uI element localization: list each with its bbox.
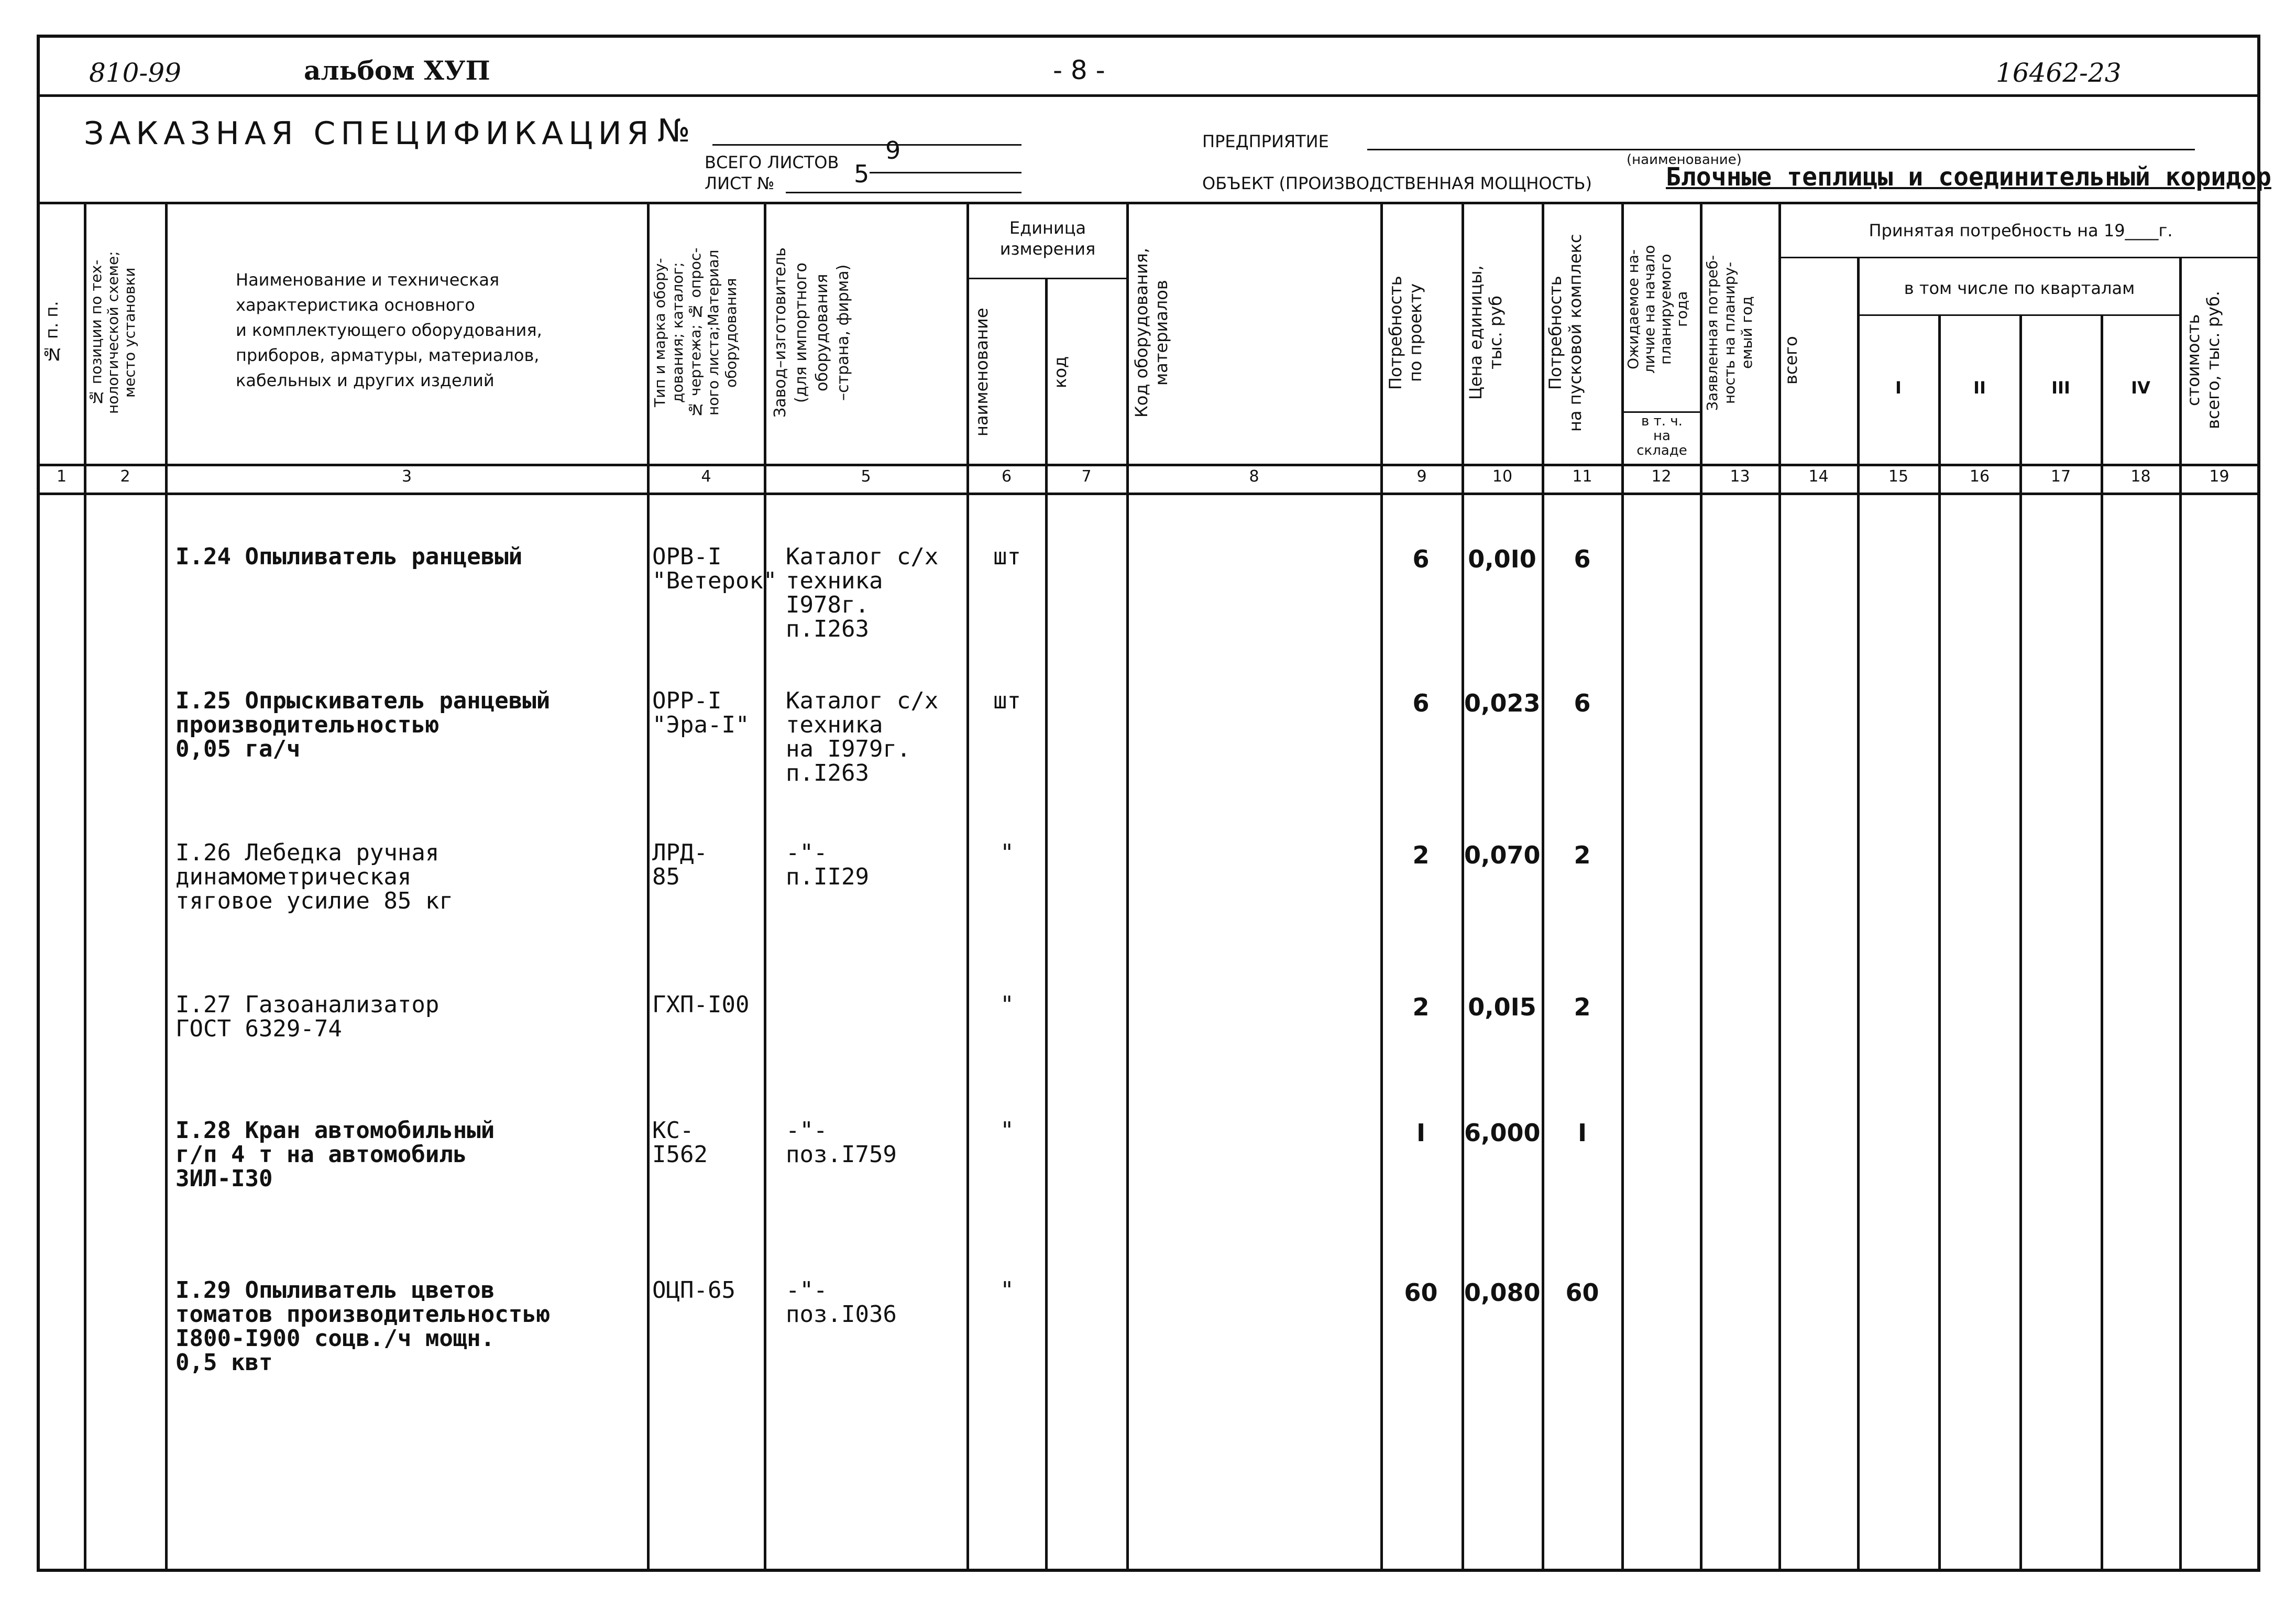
item-name: I.28 Кран автомобильный г/п 4 т на автомобиль ЗИЛ-I30 [175,1117,495,1192]
total-sheets-value: 9 [885,136,901,165]
item-name: I.24 Опыливатель ранцевый [175,543,523,570]
item-type: КС- I562 [652,1117,708,1168]
col-number: 9 [1416,467,1427,486]
col-number: 12 [1651,467,1672,486]
spec-number-label: № [657,113,690,149]
col-number: 2 [120,467,130,486]
item-type: ОЦП-65 [652,1277,735,1304]
col-header-3: Наименование и техническая характеристика основного и комплектующего оборудования, приборов, арматуры, материалов, кабельных и других изделий [236,270,542,390]
col-header-19: стоимость всего, тыс. руб. [2183,291,2223,430]
quarter-2-header: II [1973,378,1986,398]
stock-subline [1623,411,1700,413]
quarters-subline [1857,314,2179,316]
col-number: 6 [1001,467,1012,486]
col-line [764,202,766,1570]
col-number: 1 [56,467,67,486]
quarters-header: в том числе по кварталам [1904,278,2135,298]
col-header-9: Потребность по проекту [1386,276,1425,390]
item-start-need: I [1577,1119,1587,1147]
item-price: 0,070 [1464,841,1541,869]
album-label: альбом ХУП [304,55,490,86]
quarter-3-header: III [2051,378,2070,398]
col-header-8: Код оборудования, материалов [1131,247,1171,418]
col-header-12: Ожидаемое на- личие на начало планируемого года [1624,245,1690,374]
item-need: I [1416,1119,1426,1147]
item-price: 0,0I0 [1468,545,1536,573]
item-unit: " [1000,839,1014,866]
item-need: 6 [1412,545,1430,573]
page-title: ЗАКАЗНАЯ СПЕЦИФИКАЦИЯ [84,115,654,152]
col-line [165,202,168,1570]
col-number: 17 [2050,467,2071,486]
col-header-7: код [1050,356,1070,388]
col-header-5: Завод–изготовитель (для импортного оборудования –страна, фирма) [771,247,852,418]
total-sheets-label: ВСЕГО ЛИСТОВ [705,152,839,172]
item-start-need: 60 [1565,1278,1599,1307]
col-number: 7 [1081,467,1092,486]
spec-number-line [712,113,1021,146]
doc-code-left: 810-99 [89,58,181,88]
enterprise-line [1367,126,2195,150]
col-line [1380,202,1383,1570]
col-line [966,202,969,1570]
item-maker: Каталог с/х техника на I979г. п.I263 [786,687,939,786]
col-number: 10 [1492,467,1513,486]
col-header-14: всего [1781,336,1801,385]
accepted-need-header: Принятая потребность на 19____г. [1869,221,2173,240]
colnum-bottom [37,493,2260,495]
col-header-10: Цена единицы, тыс. руб [1466,265,1506,400]
col-line [1938,314,1941,1570]
col-line [1542,202,1544,1570]
enterprise-label: ПРЕДПРИЯТИЕ [1202,132,1329,151]
divider-top [37,94,2260,97]
col-number: 14 [1808,467,1829,486]
sheet-line [786,162,1021,193]
item-type: ГХП-I00 [652,991,750,1018]
item-unit: шт [993,543,1021,570]
item-price: 0,0I5 [1468,993,1536,1021]
item-name: I.27 Газоанализатор ГОСТ 6329-74 [175,991,440,1042]
unit-subline [966,278,1126,279]
item-type: ОРВ-I "Ветерок" [652,543,777,594]
sheet-value: 5 [854,160,870,188]
item-name: I.25 Опрыскиватель ранцевый производительностью 0,05 га/ч [175,687,551,762]
item-start-need: 2 [1574,841,1591,869]
item-start-need: 6 [1574,689,1591,717]
col-line [2019,314,2022,1570]
item-maker: Каталог с/х техника I978г. п.I263 [786,543,939,642]
item-unit: " [1000,1277,1014,1304]
quarter-1-header: I [1895,378,1902,398]
quarter-4-header: IV [2131,378,2150,398]
item-maker: -"- поз.I759 [786,1117,897,1168]
item-name: I.26 Лебедка ручная динамометрическая тяговое усилие 85 кг [175,839,453,914]
col-line [647,202,650,1570]
col-line [1857,257,1860,1570]
page-number: - 8 - [1053,55,1105,85]
col-header-12-stock: в т. ч. на складе [1636,413,1687,458]
object-value: Блочные теплицы и соединительный коридор [1666,162,2271,192]
col-line [2101,314,2103,1570]
col-number: 19 [2209,467,2229,486]
col-header-6: наименование [972,308,992,436]
col-number: 5 [861,467,871,486]
item-unit: шт [993,687,1021,714]
item-need: 2 [1412,993,1430,1021]
col-number: 15 [1888,467,1909,486]
col-line [1126,202,1129,1570]
col-line [1700,202,1702,1570]
item-maker: -"- поз.I036 [786,1277,897,1328]
col-number: 13 [1730,467,1750,486]
item-unit: " [1000,991,1014,1018]
col-number: 16 [1969,467,1990,486]
col-line [2179,257,2182,1570]
col-header-13: Заявленная потреб- ность на планиру- емый год [1704,255,1755,411]
col-number: 18 [2130,467,2151,486]
col-line [1462,202,1464,1570]
accepted-subline [1778,257,2260,258]
sheet-label: ЛИСТ № [705,173,775,193]
col-line [84,202,86,1570]
doc-code-right: 16462-23 [1996,58,2122,88]
item-price: 6,000 [1464,1119,1541,1147]
object-label: ОБЪЕКТ (ПРОИЗВОДСТВЕННАЯ МОЩНОСТЬ) [1202,173,1592,193]
item-need: 2 [1412,841,1430,869]
item-need: 6 [1412,689,1430,717]
col-header-4: Тип и марка обору- дования; каталог; № чертежа; № опрос- ного листа;Материал оборудования [651,247,740,418]
col-line [1621,202,1624,1570]
item-type: ЛРД- 85 [652,839,708,890]
col-number: 11 [1572,467,1592,486]
item-need: 60 [1404,1278,1438,1307]
item-name: I.29 Опыливатель цветов томатов производительностью I800-I900 соцв./ч мощн. 0,5 квт [175,1277,551,1376]
col-number: 8 [1249,467,1259,486]
item-start-need: 2 [1574,993,1591,1021]
item-price: 0,080 [1464,1278,1541,1307]
col-number: 4 [701,467,711,486]
col-header-1: № п. п. [42,301,62,365]
item-maker: -"- п.II29 [786,839,869,890]
item-type: ОРР-I "Эра-I" [652,687,750,738]
col-header-11: Потребность на пусковой комплекс [1545,234,1585,432]
item-unit: " [1000,1117,1014,1144]
col-number: 3 [401,467,412,486]
item-price: 0,023 [1464,689,1541,717]
col-header-unit: Единица измерения [999,218,1096,259]
header-bottom [37,464,2260,466]
item-start-need: 6 [1574,545,1591,573]
col-header-2: № позиции по тех- нологической схеме; место установки [87,251,138,414]
naming-note: (наименование) [1627,152,1742,168]
divider-header [37,202,2260,204]
